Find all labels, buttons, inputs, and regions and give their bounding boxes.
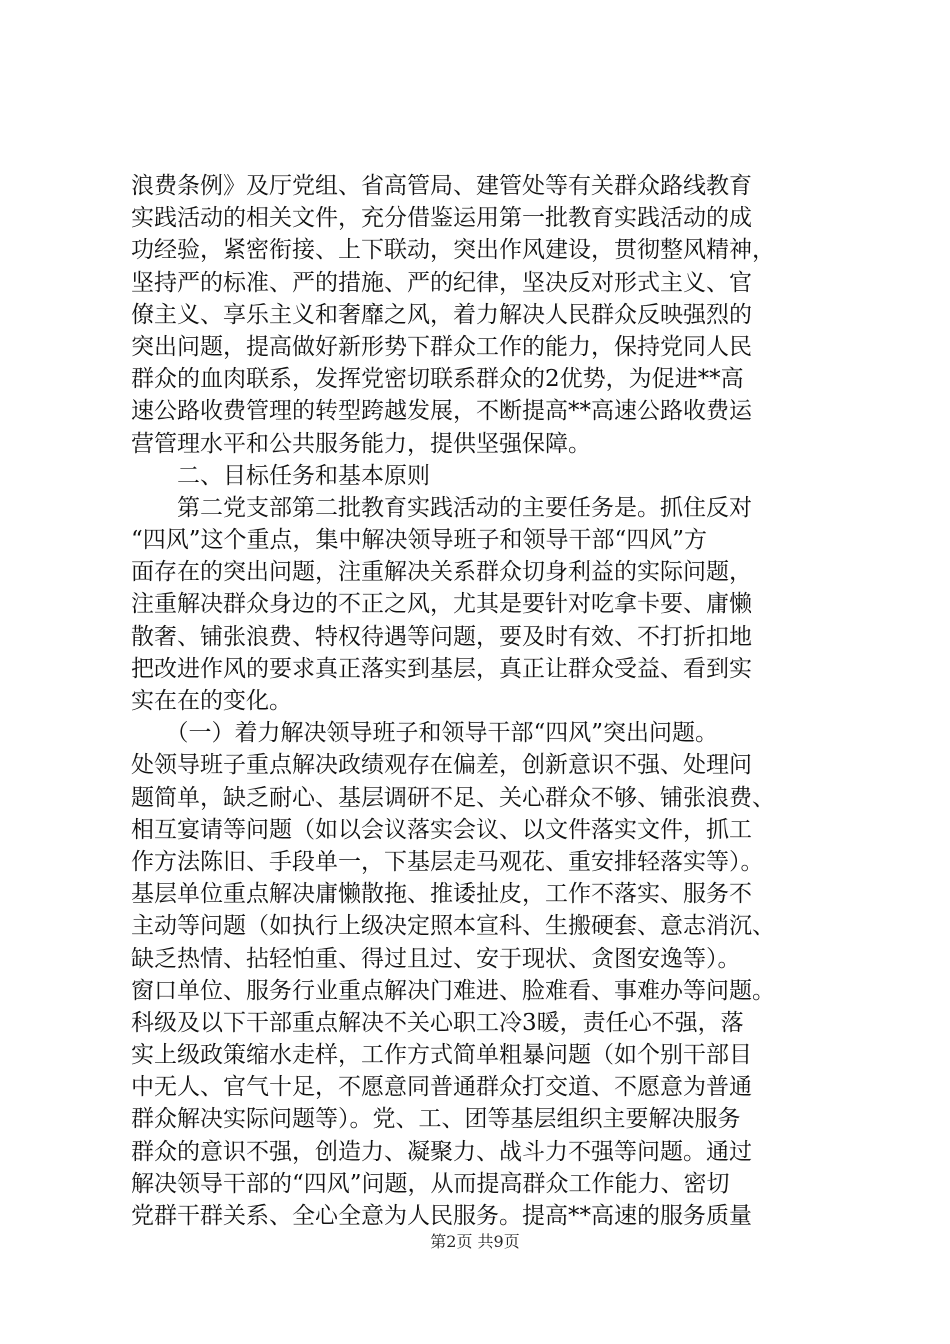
text-line: 实上级政策缩水走样，工作方式简单粗暴问题（如个别干部目	[131, 1042, 752, 1069]
text-line: 主动等问题（如执行上级决定照本宣科、生搬硬套、意志消沉、	[131, 913, 775, 940]
text-line: 缺乏热情、拈轻怕重、得过且过、安于现状、贪图安逸等）。	[131, 945, 741, 972]
text-line: 功经验，紧密衔接、上下联动，突出作风建设，贯彻整风精神，	[131, 237, 775, 264]
text-line: 群众的意识不强，创造力、凝聚力、战斗力不强等问题。通过	[131, 1138, 752, 1165]
text-line: 作方法陈旧、手段单一，下基层走马观花、重安排轻落实等）。	[131, 848, 764, 875]
text-line: “四风”这个重点，集中解决领导班子和领导干部“四风”方	[131, 527, 708, 554]
text-line: 实践活动的相关文件，充分借鉴运用第一批教育实践活动的成	[131, 205, 752, 232]
text-line: 解决领导干部的“四风”问题，从而提高群众工作能力、密切	[131, 1170, 730, 1197]
text-line: 浪费条例》及厅党组、省高管局、建管处等有关群众路线教育	[131, 173, 752, 199]
text-line: 窗口单位、服务行业重点解决门难进、脸难看、事难办等问题。	[131, 977, 775, 1004]
text-line: 注重解决群众身边的不正之风，尤其是要针对吃拿卡要、庸懒	[131, 591, 752, 618]
text-line: 中无人、官气十足，不愿意同普通群众打交道、不愿意为普通	[131, 1074, 752, 1101]
text-line: 题简单，缺乏耐心、基层调研不足、关心群众不够、铺张浪费、	[131, 784, 775, 811]
text-line: 把改进作风的要求真正落实到基层，真正让群众受益、看到实	[131, 655, 752, 682]
text-line: 营管理水平和公共服务能力，提供坚强保障。	[131, 430, 591, 457]
text-line: 科级及以下干部重点解决不关心职工冷3暖，责任心不强，落	[131, 1009, 744, 1036]
text-line: 第二党支部第二批教育实践活动的主要任务是。抓住反对	[131, 494, 752, 521]
text-line: 党群干群关系、全心全意为人民服务。提高**高速的服务质量	[131, 1203, 752, 1229]
text-line: （一）着力解决领导班子和领导干部“四风”突出问题。	[131, 720, 719, 747]
text-line: 处领导班子重点解决政绩观存在偏差，创新意识不强、处理问	[131, 752, 752, 779]
text-line: 突出问题，提高做好新形势下群众工作的能力，保持党同人民	[131, 333, 752, 360]
text-line: 群众的血肉联系，发挥党密切联系群众的2优势，为促进**高	[131, 366, 744, 393]
text-line: 群众解决实际问题等）。党、工、团等基层组织主要解决服务	[131, 1106, 741, 1133]
text-line: 相互宴请等问题（如以会议落实会议、以文件落实文件，抓工	[131, 816, 752, 843]
text-line: 僚主义、享乐主义和奢靡之风，着力解决人民群众反映强烈的	[131, 301, 752, 328]
body-text	[131, 170, 831, 1232]
text-line: 基层单位重点解决庸懒散拖、推诿扯皮，工作不落实、服务不	[131, 881, 752, 908]
text-line: 速公路收费管理的转型跨越发展，不断提高**高速公路收费运	[131, 398, 752, 425]
page-footer: 第2页 共9页	[430, 1232, 520, 1251]
text-line: 二、目标任务和基本原则	[131, 462, 430, 489]
text-line: 散奢、铺张浪费、特权待遇等问题，要及时有效、不打折扣地	[131, 623, 752, 650]
text-line: 坚持严的标准、严的措施、严的纪律，坚决反对形式主义、官	[131, 269, 752, 296]
text-line: 面存在的突出问题，注重解决关系群众切身利益的实际问题，	[131, 559, 752, 586]
text-line: 实在在的变化。	[131, 688, 292, 714]
